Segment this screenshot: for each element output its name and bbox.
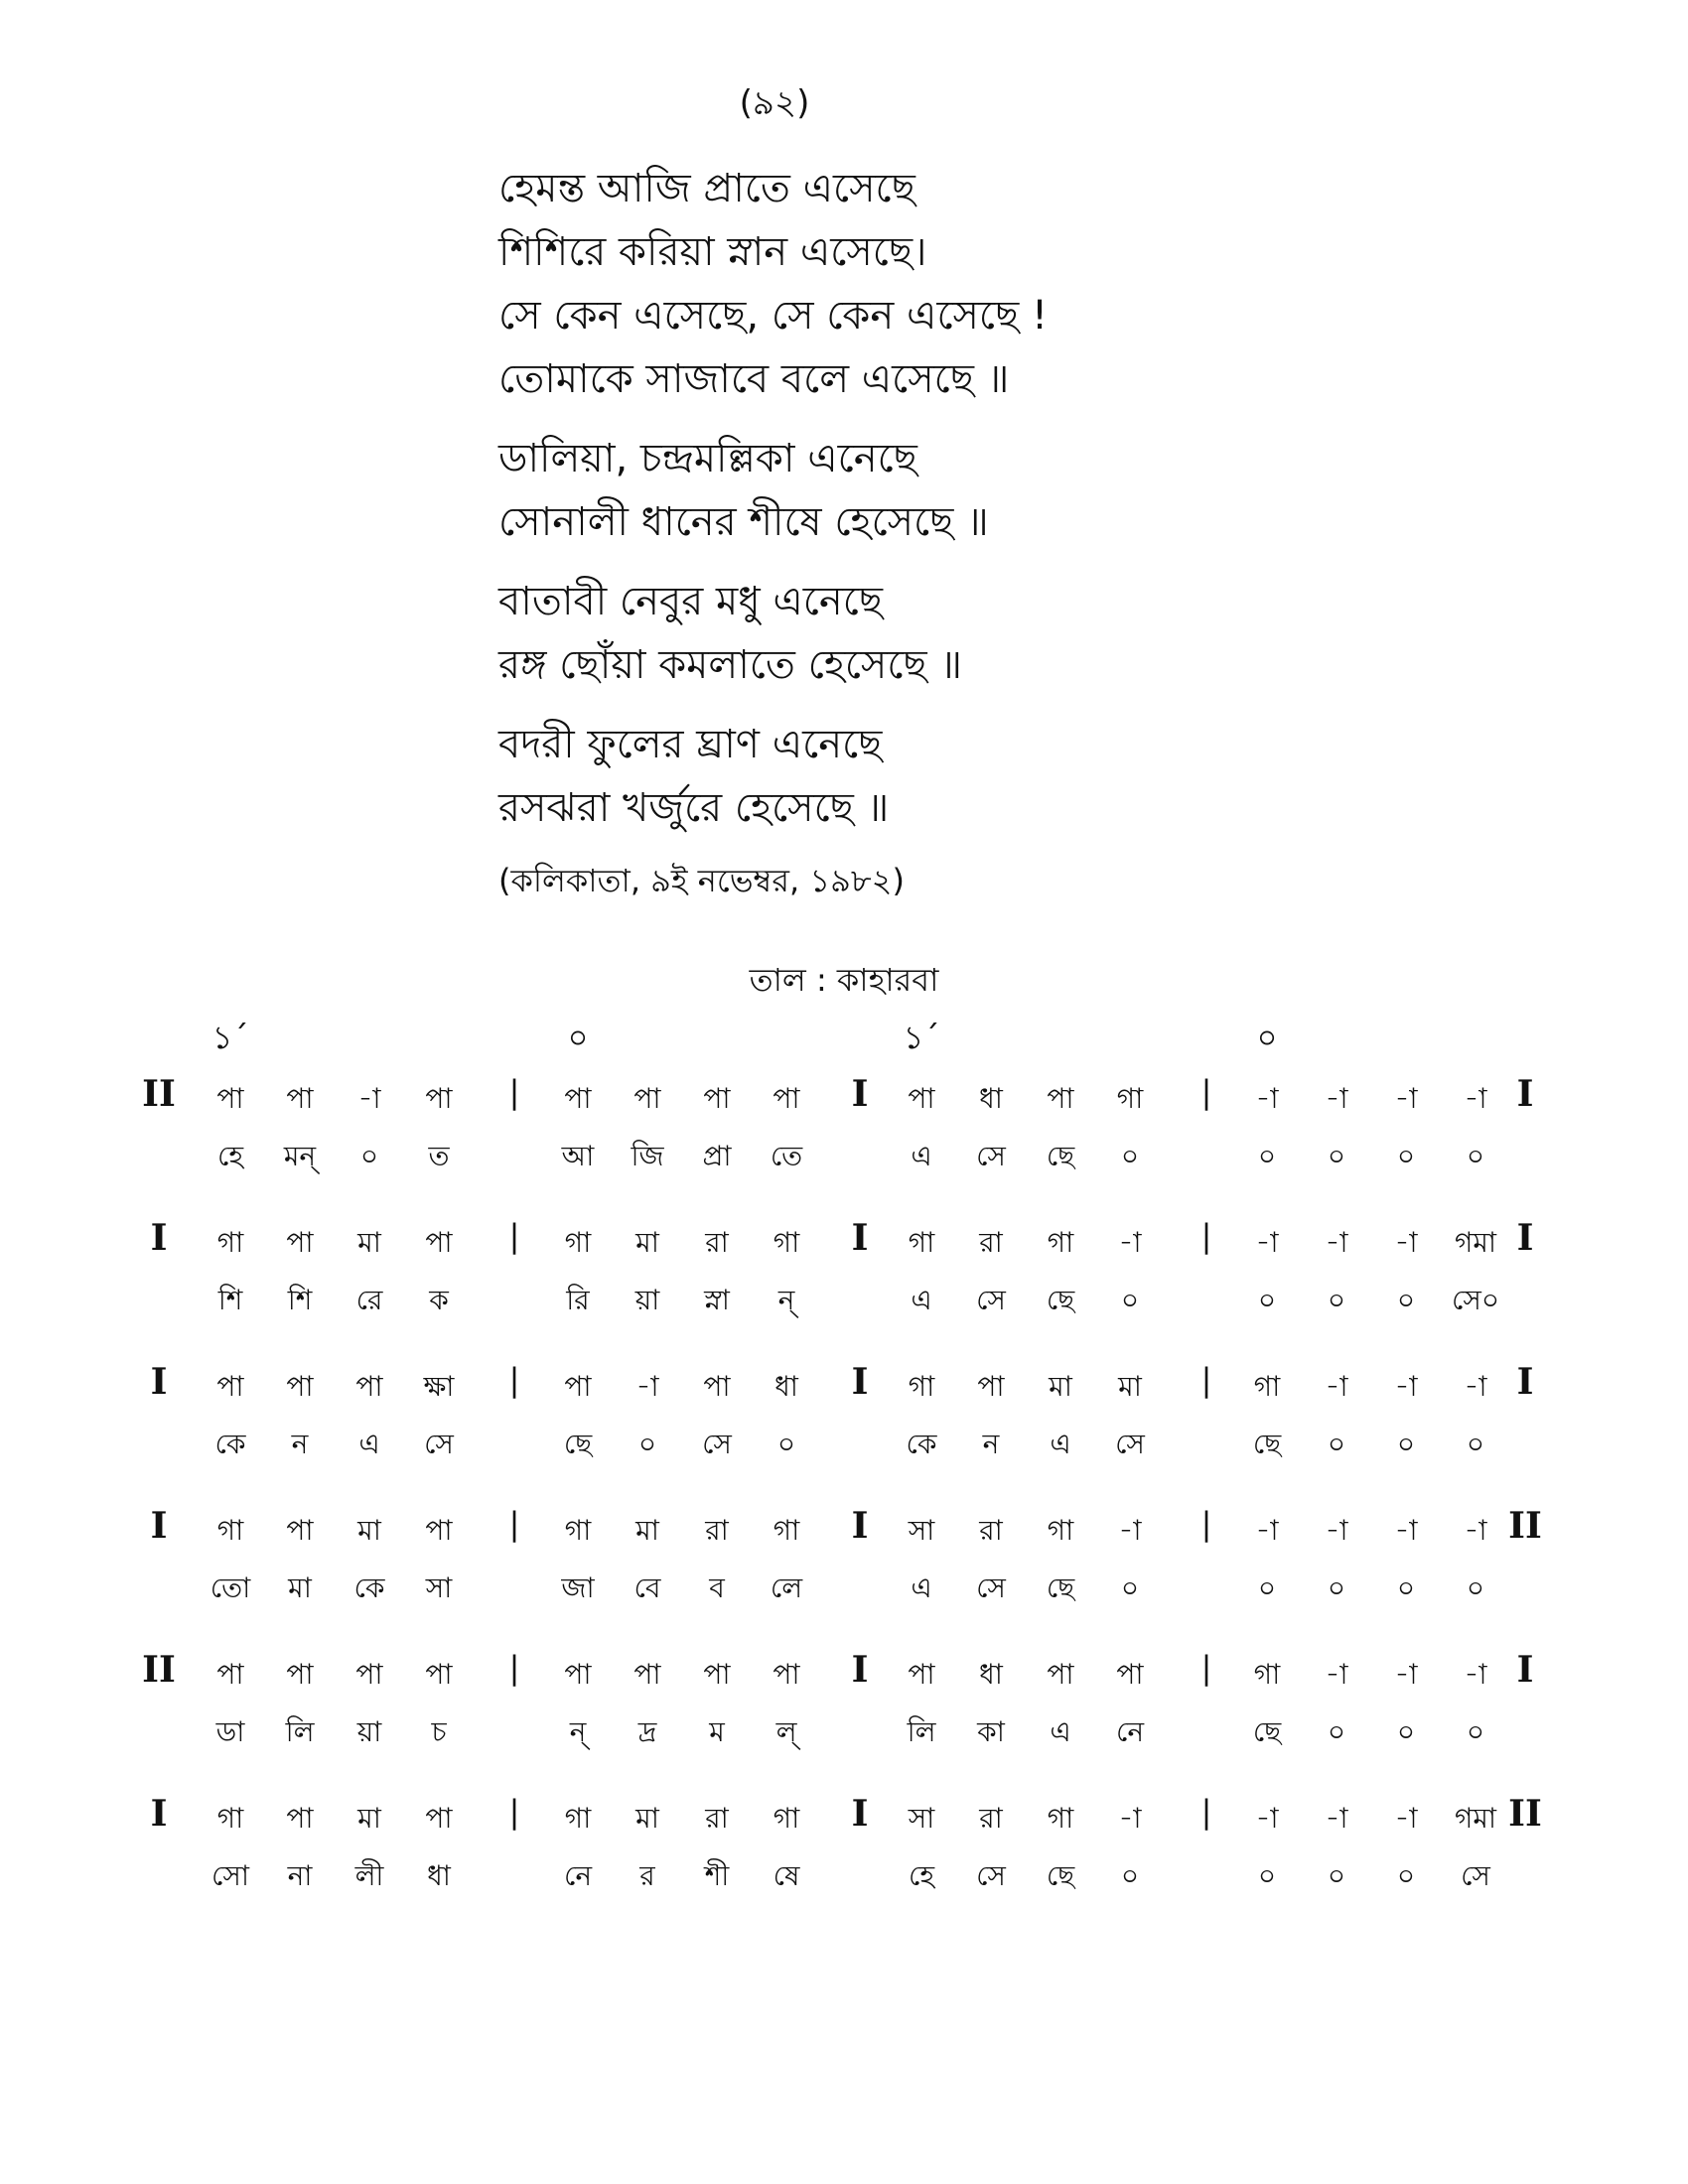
bar-line: I bbox=[851, 1505, 869, 1547]
lyric-syllable: ছে bbox=[1046, 1140, 1075, 1172]
bar-line: I bbox=[150, 1793, 168, 1835]
swara-note: -া bbox=[1255, 1082, 1279, 1115]
swara-note: রা bbox=[705, 1226, 729, 1259]
swara-note: পা bbox=[425, 1226, 453, 1259]
poem-line: সোনালী ধানের শীষে হেসেছে ॥ bbox=[498, 499, 989, 545]
lyric-syllable: শি bbox=[287, 1284, 313, 1316]
swara-note: রা bbox=[705, 1514, 729, 1547]
swara-note: -া bbox=[1255, 1514, 1279, 1547]
swara-note: -া bbox=[1464, 1082, 1487, 1115]
swara-note: পা bbox=[773, 1658, 800, 1691]
swara-note: রা bbox=[705, 1802, 729, 1835]
swara-note: পা bbox=[703, 1082, 731, 1115]
swara-note: গা bbox=[216, 1514, 244, 1547]
swara-note: পা bbox=[703, 1658, 731, 1691]
swara-note: -া bbox=[1464, 1370, 1487, 1403]
poem-line: হেমন্ত আজি প্রাতে এসেছে bbox=[498, 166, 915, 211]
swara-note: -া bbox=[1118, 1226, 1142, 1259]
lyric-syllable: ০ bbox=[1120, 1284, 1140, 1316]
swara-note: -া bbox=[1464, 1514, 1487, 1547]
lyric-syllable: জা bbox=[561, 1571, 595, 1604]
lyric-syllable: ন bbox=[291, 1428, 309, 1460]
lyric-syllable: হে bbox=[216, 1140, 244, 1172]
swara-note: পা bbox=[977, 1370, 1005, 1403]
swara-note: পা bbox=[355, 1370, 383, 1403]
lyric-syllable: সা bbox=[425, 1571, 453, 1604]
lyric-syllable: ০ bbox=[1327, 1715, 1346, 1748]
swara-note: পা bbox=[425, 1082, 453, 1115]
lyric-syllable: ০ bbox=[1327, 1140, 1346, 1172]
tala-marker: ০ bbox=[1256, 1019, 1278, 1056]
swara-note: পা bbox=[633, 1082, 661, 1115]
swara-note: পা bbox=[286, 1658, 314, 1691]
bar-line: | bbox=[508, 1217, 520, 1255]
lyric-syllable: ন bbox=[982, 1428, 1000, 1460]
bar-line: I bbox=[1516, 1073, 1534, 1115]
lyric-syllable: ০ bbox=[1396, 1284, 1416, 1316]
bar-line: | bbox=[508, 1361, 520, 1399]
lyric-syllable: এ bbox=[911, 1140, 932, 1172]
poem-line: সে কেন এসেছে, সে কেন এসেছে ! bbox=[498, 293, 1048, 339]
swara-note: পা bbox=[1116, 1658, 1144, 1691]
lyric-syllable: ল্ bbox=[775, 1715, 797, 1748]
lyric-syllable: কে bbox=[353, 1571, 385, 1604]
lyric-syllable: লী bbox=[354, 1859, 384, 1892]
lyric-syllable: কে bbox=[906, 1428, 937, 1460]
lyric-syllable: ছে bbox=[1252, 1715, 1282, 1748]
swara-note: পা bbox=[286, 1082, 314, 1115]
swara-note: পা bbox=[564, 1658, 592, 1691]
swara-note: মা bbox=[357, 1802, 381, 1835]
swara-note: ক্ষা bbox=[423, 1370, 455, 1403]
lyric-syllable: এ bbox=[358, 1428, 380, 1460]
lyric-syllable: সে bbox=[976, 1140, 1006, 1172]
swara-note: গা bbox=[564, 1226, 592, 1259]
lyric-syllable: সে bbox=[976, 1859, 1006, 1892]
lyric-syllable: ০ bbox=[1466, 1715, 1485, 1748]
lyric-syllable: ন্ bbox=[777, 1284, 795, 1316]
bar-line: I bbox=[851, 1073, 869, 1115]
poem-date: (কলিকাতা, ৯ই নভেম্বর, ১৯৮২) bbox=[498, 862, 905, 899]
swara-note: গা bbox=[908, 1226, 935, 1259]
lyric-syllable: ০ bbox=[1396, 1140, 1416, 1172]
bar-line: II bbox=[1508, 1505, 1542, 1547]
lyric-syllable: রি bbox=[566, 1284, 590, 1316]
swara-note: গা bbox=[216, 1802, 244, 1835]
swara-note: পা bbox=[564, 1082, 592, 1115]
swara-note: মা bbox=[1049, 1370, 1072, 1403]
swara-note: পা bbox=[355, 1658, 383, 1691]
swara-note: মা bbox=[357, 1514, 381, 1547]
notation bbox=[0, 1019, 1688, 1976]
poem-stanza bbox=[498, 713, 1392, 840]
lyric-syllable: ছে bbox=[1046, 1571, 1075, 1604]
swara-note: রা bbox=[979, 1802, 1003, 1835]
swara-note: ধা bbox=[979, 1658, 1003, 1691]
swara-note: গা bbox=[1047, 1514, 1074, 1547]
lyric-syllable: তো bbox=[210, 1571, 251, 1604]
swara-note: পা bbox=[425, 1802, 453, 1835]
lyric-syllable: ছে bbox=[1046, 1859, 1075, 1892]
lyric-syllable: দ্র bbox=[637, 1715, 657, 1748]
lyric-syllable: সে bbox=[976, 1284, 1006, 1316]
poem-line: বাতাবী নেবুর মধু এনেছে bbox=[498, 579, 884, 624]
lyric-syllable: লি bbox=[285, 1715, 315, 1748]
bar-line: | bbox=[508, 1073, 520, 1111]
lyric-syllable: এ bbox=[911, 1284, 932, 1316]
lyric-syllable: স্না bbox=[704, 1284, 730, 1316]
lyric-syllable: ০ bbox=[1327, 1571, 1346, 1604]
swara-note: -া bbox=[1255, 1802, 1279, 1835]
swara-note: -া bbox=[1325, 1514, 1348, 1547]
lyric-syllable: আ bbox=[561, 1140, 595, 1172]
swara-note: পা bbox=[425, 1658, 453, 1691]
tala-marker: ০ bbox=[567, 1019, 589, 1056]
swara-note: পা bbox=[564, 1370, 592, 1403]
swara-note: -া bbox=[635, 1370, 659, 1403]
page-number: (৯২) bbox=[739, 83, 810, 123]
swara-note: পা bbox=[1047, 1082, 1074, 1115]
swara-note: পা bbox=[773, 1082, 800, 1115]
lyric-syllable: ০ bbox=[1257, 1284, 1277, 1316]
swara-note: মা bbox=[635, 1226, 659, 1259]
lyric-syllable: ০ bbox=[1396, 1859, 1416, 1892]
lyric-syllable: ০ bbox=[1327, 1859, 1346, 1892]
swara-note: গা bbox=[773, 1802, 800, 1835]
lyric-syllable: সে bbox=[976, 1571, 1006, 1604]
swara-note: পা bbox=[703, 1370, 731, 1403]
swara-note: -া bbox=[1118, 1802, 1142, 1835]
lyric-syllable: সে bbox=[702, 1428, 732, 1460]
swara-note: গমা bbox=[1454, 1802, 1497, 1835]
lyric-syllable: ত bbox=[428, 1140, 450, 1172]
swara-note: -া bbox=[1464, 1658, 1487, 1691]
lyric-syllable: রে bbox=[355, 1284, 383, 1316]
swara-note: গা bbox=[1253, 1658, 1281, 1691]
swara-note: -া bbox=[1394, 1658, 1418, 1691]
swara-note: -া bbox=[1394, 1370, 1418, 1403]
bar-line: I bbox=[851, 1649, 869, 1691]
lyric-syllable: সো bbox=[211, 1859, 249, 1892]
lyric-syllable: ছে bbox=[563, 1428, 593, 1460]
bar-line: I bbox=[851, 1361, 869, 1403]
lyric-syllable: এ bbox=[911, 1571, 932, 1604]
bar-line: | bbox=[1200, 1505, 1212, 1543]
lyric-syllable: ০ bbox=[637, 1428, 657, 1460]
lyric-syllable: কা bbox=[977, 1715, 1005, 1748]
swara-note: পা bbox=[286, 1802, 314, 1835]
swara-note: গা bbox=[1253, 1370, 1281, 1403]
swara-note: পা bbox=[216, 1082, 244, 1115]
bar-line: | bbox=[508, 1649, 520, 1687]
swara-note: গা bbox=[1047, 1802, 1074, 1835]
lyric-syllable: সে bbox=[1115, 1428, 1145, 1460]
bar-line: | bbox=[1200, 1217, 1212, 1255]
lyric-syllable: নে bbox=[563, 1859, 593, 1892]
poem-line: রঙ্গ ছোঁয়া কমলাতে হেসেছে ॥ bbox=[498, 642, 962, 688]
poem-line: রসঝরা খর্জুরে হেসেছে ॥ bbox=[498, 785, 890, 831]
lyric-syllable: ক bbox=[429, 1284, 449, 1316]
swara-note: -া bbox=[1325, 1226, 1348, 1259]
swara-note: গমা bbox=[1454, 1226, 1497, 1259]
poem bbox=[498, 157, 1392, 905]
swara-note: গা bbox=[564, 1514, 592, 1547]
lyric-syllable: মন্ bbox=[283, 1140, 317, 1172]
swara-note: -া bbox=[1394, 1802, 1418, 1835]
bar-line: | bbox=[1200, 1361, 1212, 1399]
bar-line: I bbox=[150, 1361, 168, 1403]
poem-stanza bbox=[498, 570, 1392, 697]
swara-note: গা bbox=[773, 1226, 800, 1259]
swara-note: মা bbox=[635, 1514, 659, 1547]
lyric-syllable: ছে bbox=[1046, 1284, 1075, 1316]
swara-note: গা bbox=[216, 1226, 244, 1259]
lyric-syllable: ০ bbox=[1396, 1715, 1416, 1748]
bar-line: II bbox=[142, 1073, 176, 1115]
swara-note: মা bbox=[1118, 1370, 1142, 1403]
swara-note: পা bbox=[908, 1082, 935, 1115]
lyric-syllable: ০ bbox=[1466, 1140, 1485, 1172]
lyric-syllable: ধা bbox=[427, 1859, 451, 1892]
lyric-syllable: য়া bbox=[634, 1284, 660, 1316]
lyric-syllable: মা bbox=[288, 1571, 312, 1604]
swara-note: গা bbox=[1116, 1082, 1144, 1115]
lyric-syllable: ০ bbox=[359, 1140, 379, 1172]
swara-note: পা bbox=[286, 1226, 314, 1259]
lyric-syllable: তে bbox=[770, 1140, 803, 1172]
swara-note: পা bbox=[1047, 1658, 1074, 1691]
lyric-syllable: শি bbox=[217, 1284, 243, 1316]
bar-line: I bbox=[851, 1793, 869, 1835]
lyric-syllable: ০ bbox=[1396, 1571, 1416, 1604]
bar-line: I bbox=[150, 1217, 168, 1259]
lyric-syllable: সে bbox=[1461, 1859, 1490, 1892]
swara-note: রা bbox=[979, 1514, 1003, 1547]
bar-line: I bbox=[1516, 1361, 1534, 1403]
lyric-syllable: সে০ bbox=[1451, 1284, 1500, 1316]
tala-marker: ১´ bbox=[211, 1019, 249, 1056]
lyric-syllable: ০ bbox=[1327, 1284, 1346, 1316]
lyric-syllable: ০ bbox=[1120, 1571, 1140, 1604]
lyric-syllable: নে bbox=[1115, 1715, 1145, 1748]
lyric-syllable: ০ bbox=[1120, 1859, 1140, 1892]
lyric-syllable: না bbox=[287, 1859, 313, 1892]
swara-note: পা bbox=[216, 1658, 244, 1691]
swara-note: -া bbox=[1394, 1226, 1418, 1259]
lyric-syllable: ০ bbox=[1257, 1859, 1277, 1892]
swara-note: -া bbox=[357, 1082, 381, 1115]
lyric-syllable: ছে bbox=[1252, 1428, 1282, 1460]
lyric-syllable: ০ bbox=[1120, 1140, 1140, 1172]
bar-line: I bbox=[150, 1505, 168, 1547]
swara-note: পা bbox=[425, 1514, 453, 1547]
bar-line: | bbox=[508, 1793, 520, 1831]
lyric-syllable: ডা bbox=[215, 1715, 245, 1748]
lyric-syllable: সে bbox=[424, 1428, 454, 1460]
lyric-syllable: ০ bbox=[1327, 1428, 1346, 1460]
lyric-syllable: কে bbox=[214, 1428, 246, 1460]
swara-note: পা bbox=[216, 1370, 244, 1403]
swara-note: -া bbox=[1255, 1226, 1279, 1259]
swara-note: রা bbox=[979, 1226, 1003, 1259]
swara-note: পা bbox=[633, 1658, 661, 1691]
swara-note: সা bbox=[908, 1514, 935, 1547]
lyric-syllable: ০ bbox=[1466, 1428, 1485, 1460]
bar-line: I bbox=[1516, 1217, 1534, 1259]
lyric-syllable: ম bbox=[709, 1715, 725, 1748]
swara-note: পা bbox=[286, 1370, 314, 1403]
swara-note: মা bbox=[635, 1802, 659, 1835]
lyric-syllable: লি bbox=[907, 1715, 936, 1748]
swara-note: -া bbox=[1394, 1082, 1418, 1115]
swara-note: -া bbox=[1394, 1514, 1418, 1547]
swara-note: গা bbox=[773, 1514, 800, 1547]
swara-note: ধা bbox=[774, 1370, 798, 1403]
poem-line: শিশিরে করিয়া স্নান এসেছে। bbox=[498, 229, 927, 275]
bar-line: II bbox=[142, 1649, 176, 1691]
swara-note: -া bbox=[1325, 1082, 1348, 1115]
bar-line: II bbox=[1508, 1793, 1542, 1835]
lyric-syllable: ০ bbox=[776, 1428, 796, 1460]
swara-note: ধা bbox=[979, 1082, 1003, 1115]
swara-note: পা bbox=[908, 1658, 935, 1691]
swara-note: -া bbox=[1325, 1802, 1348, 1835]
bar-line: I bbox=[851, 1217, 869, 1259]
swara-note: গা bbox=[908, 1370, 935, 1403]
tala-title: তাল : কাহারবা bbox=[749, 961, 939, 999]
bar-line: | bbox=[1200, 1073, 1212, 1111]
lyric-syllable: ০ bbox=[1257, 1571, 1277, 1604]
lyric-syllable: ০ bbox=[1466, 1571, 1485, 1604]
poem-line: তোমাকে সাজাবে বলে এসেছে ॥ bbox=[498, 356, 1010, 402]
swara-note: গা bbox=[564, 1802, 592, 1835]
lyric-syllable: ০ bbox=[1396, 1428, 1416, 1460]
lyric-syllable: এ bbox=[1050, 1428, 1071, 1460]
swara-note: গা bbox=[1047, 1226, 1074, 1259]
bar-line: I bbox=[1516, 1649, 1534, 1691]
bar-line: | bbox=[1200, 1649, 1212, 1687]
poem-stanza bbox=[498, 427, 1392, 554]
swara-note: মা bbox=[357, 1226, 381, 1259]
lyric-syllable: ষে bbox=[773, 1859, 800, 1892]
bar-line: | bbox=[1200, 1793, 1212, 1831]
lyric-syllable: প্রা bbox=[702, 1140, 732, 1172]
lyric-syllable: জি bbox=[631, 1140, 664, 1172]
poem-stanza bbox=[498, 157, 1392, 411]
lyric-syllable: শী bbox=[704, 1859, 730, 1892]
bar-line: | bbox=[508, 1505, 520, 1543]
lyric-syllable: ০ bbox=[1257, 1140, 1277, 1172]
tala-marker: ১´ bbox=[903, 1019, 940, 1056]
swara-note: -া bbox=[1325, 1370, 1348, 1403]
lyric-syllable: ন্ bbox=[569, 1715, 587, 1748]
lyric-syllable: এ bbox=[1050, 1715, 1071, 1748]
lyric-syllable: হে bbox=[908, 1859, 935, 1892]
lyric-syllable: র bbox=[639, 1859, 655, 1892]
swara-note: পা bbox=[286, 1514, 314, 1547]
lyric-syllable: বে bbox=[633, 1571, 661, 1604]
swara-note: -া bbox=[1118, 1514, 1142, 1547]
swara-note: সা bbox=[908, 1802, 935, 1835]
lyric-syllable: চ bbox=[431, 1715, 447, 1748]
poem-line: ডালিয়া, চন্দ্রমল্লিকা এনেছে bbox=[498, 436, 917, 481]
lyric-syllable: লে bbox=[770, 1571, 803, 1604]
swara-note: -া bbox=[1325, 1658, 1348, 1691]
lyric-syllable: ব bbox=[709, 1571, 725, 1604]
lyric-syllable: য়া bbox=[356, 1715, 382, 1748]
poem-line: বদরী ফুলের ঘ্রাণ এনেছে bbox=[498, 722, 883, 767]
